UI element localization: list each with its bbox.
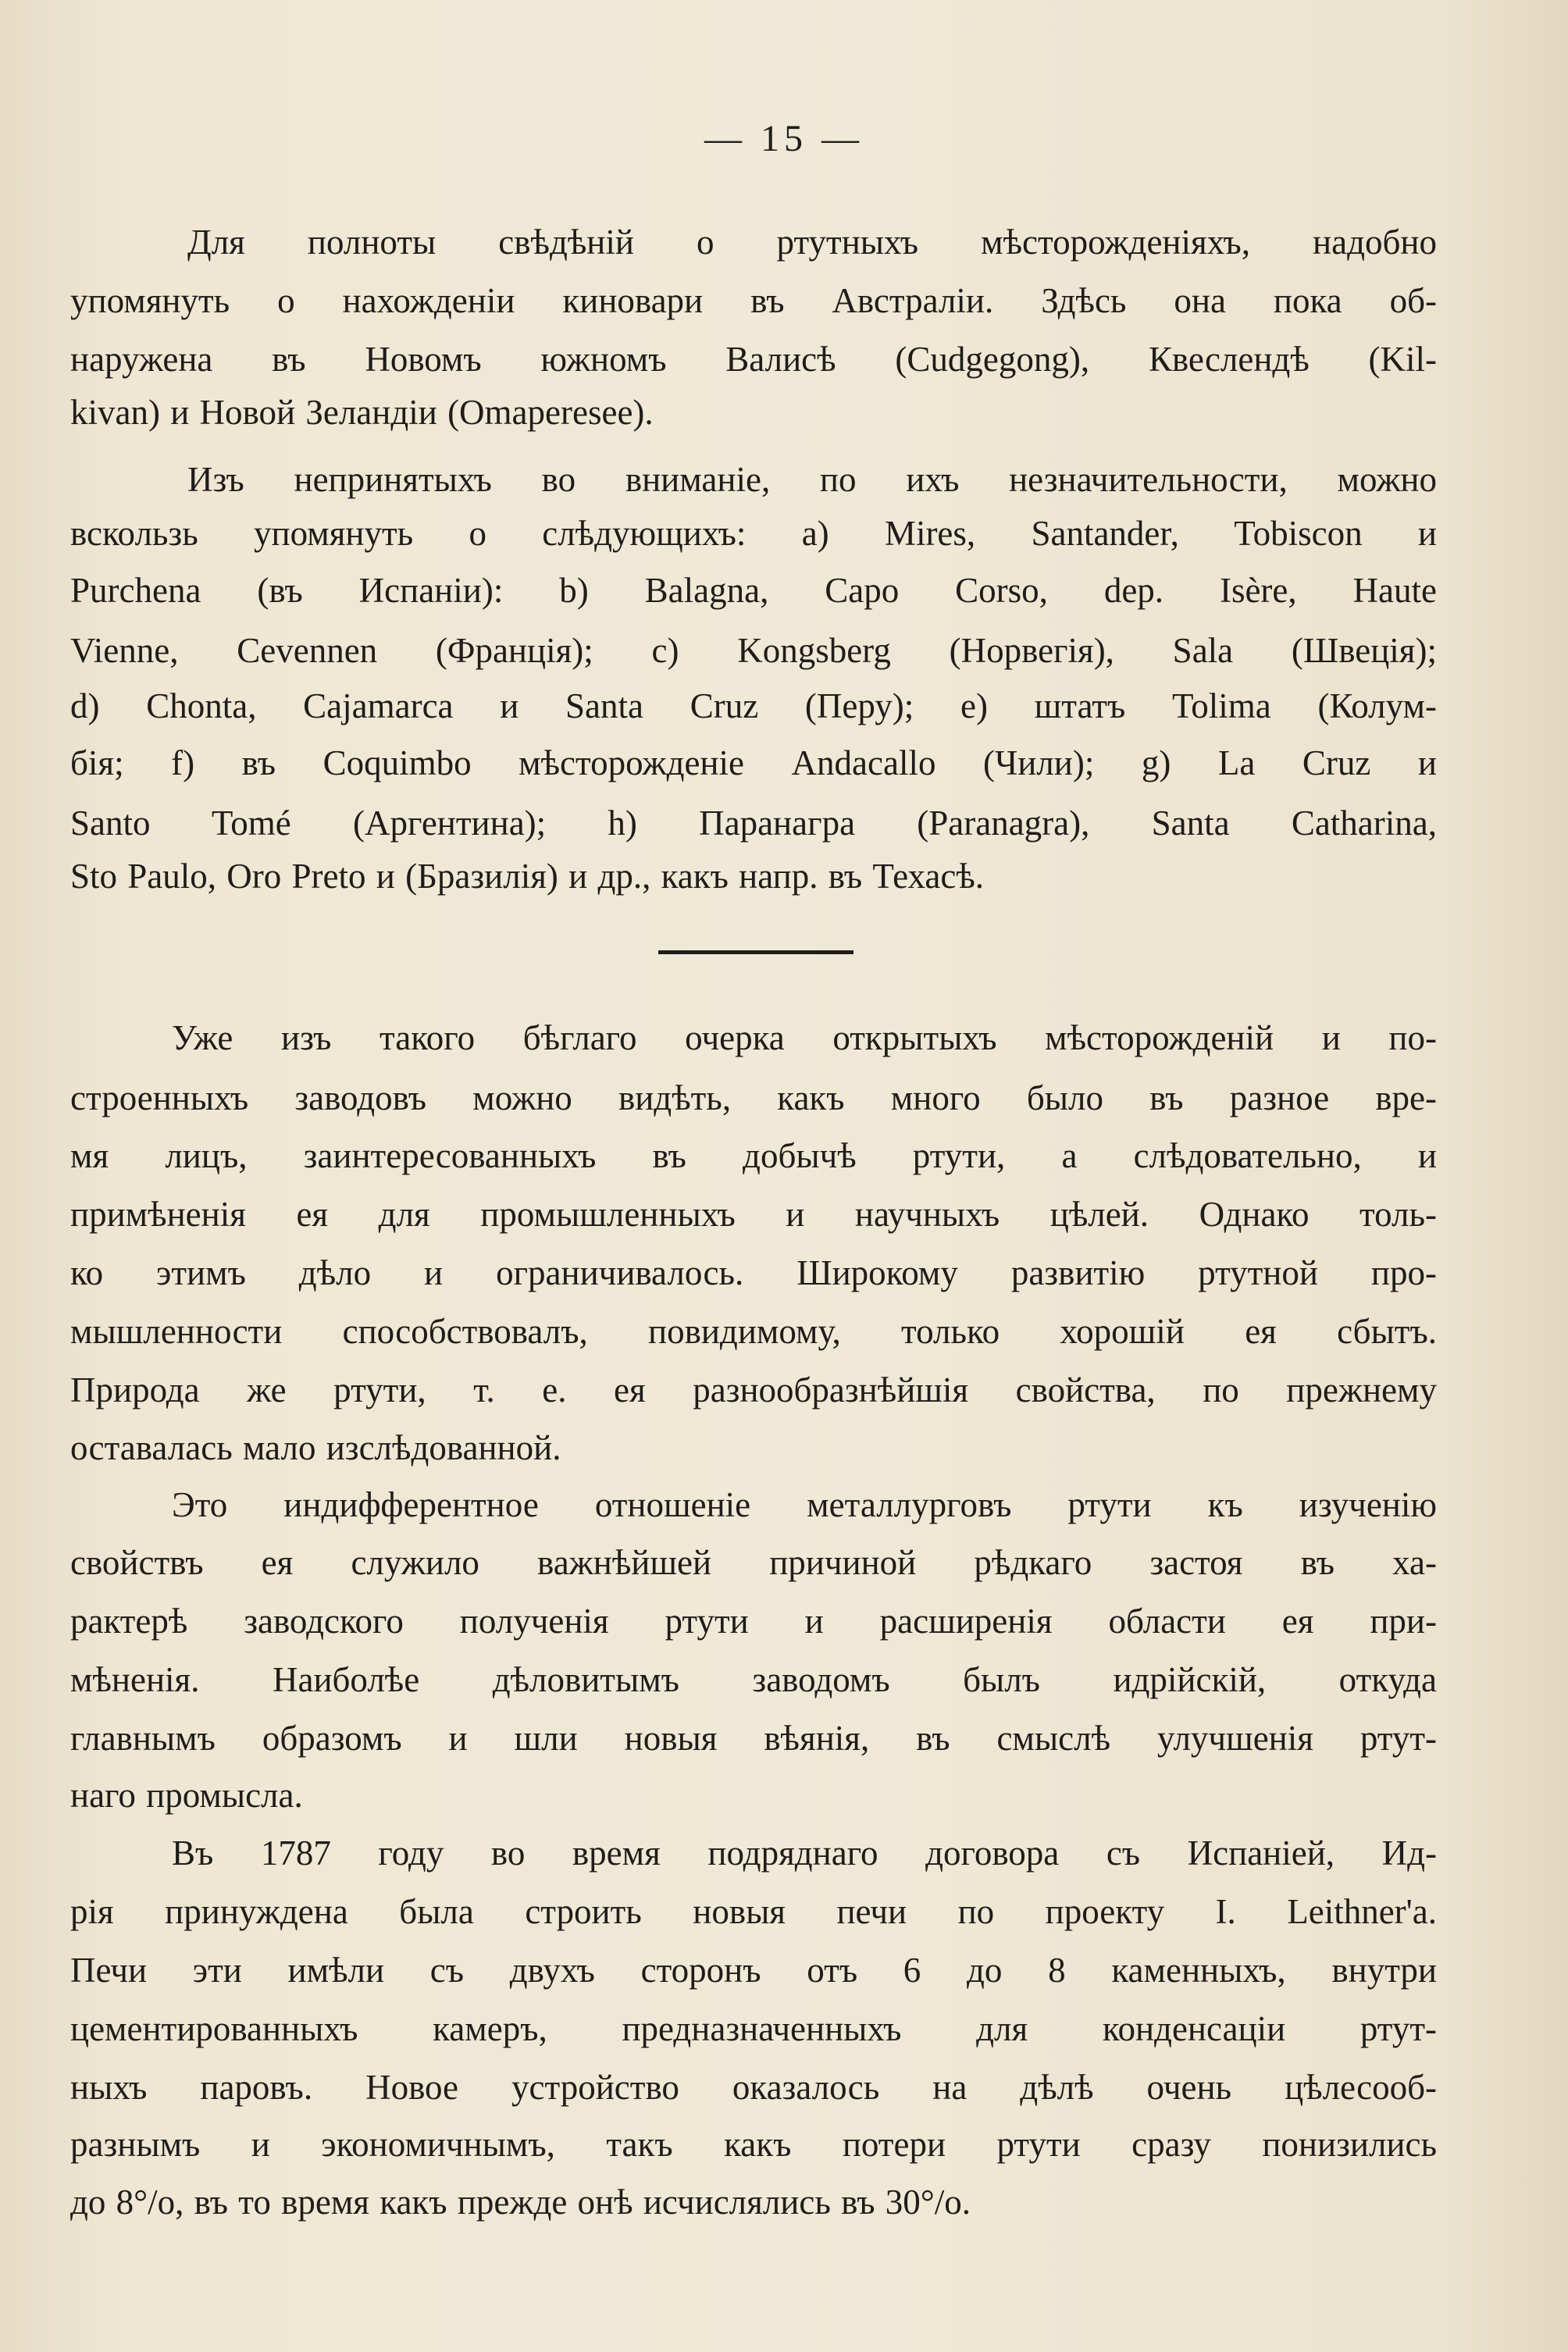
text-line: мышленности способствовалъ, повидимому, только хорошій ея сбытъ.: [70, 1312, 1437, 1351]
text-line: разнымъ и экономичнымъ, такъ какъ потери ртути сразу понизились: [70, 2125, 1437, 2164]
text-line: Природа же ртути, т. е. ея разнообразнѣйшія свойства, по прежнему: [70, 1370, 1437, 1409]
text-line: строенныхъ заводовъ можно видѣть, какъ много было въ разное вре-: [70, 1078, 1437, 1117]
text-line: рактерѣ заводского полученія ртути и расширенія области ея при-: [70, 1602, 1437, 1641]
text-line: наго промысла.: [70, 1776, 303, 1815]
text-line: упомянуть о нахожденіи киновари въ Австраліи. Здѣсь она пока об-: [70, 281, 1437, 320]
text-line: Purchena (въ Испаніи): b) Balagna, Capo Corso, dep. Isère, Haute: [70, 571, 1437, 610]
text-line: бія; f) въ Coquimbo мѣсторожденіе Andacallo (Чили); g) La Cruz и: [70, 743, 1437, 782]
text-line: Santo Tomé (Аргентина); h) Паранагра (Paranagra), Santa Catharina,: [70, 804, 1437, 843]
text-line: Въ 1787 году во время подряднаго договора съ Испаніей, Ид-: [172, 1833, 1437, 1873]
text-line: Печи эти имѣли съ двухъ сторонъ отъ 6 до 8 каменныхъ, внутри: [70, 1951, 1437, 1990]
text-line: наружена въ Новомъ южномъ Валисѣ (Cudgegong), Квеслендѣ (Kil-: [70, 340, 1437, 379]
text-line: свойствъ ея служило важнѣйшей причиной рѣдкаго застоя въ ха-: [70, 1543, 1437, 1582]
text-line: d) Chonta, Cajamarca и Santa Cruz (Перу); e) штатъ Tolima (Колум-: [70, 686, 1437, 725]
text-line: рія принуждена была строить новыя печи по проекту I. Leithner'a.: [70, 1892, 1437, 1931]
text-line: до 8°/о, въ то время какъ прежде онѣ исчислялись въ 30°/о.: [70, 2183, 971, 2222]
text-line: Уже изъ такого бѣглаго очерка открытыхъ мѣсторожденій и по-: [172, 1018, 1437, 1057]
text-line: мя лицъ, заинтересованныхъ въ добычѣ ртути, а слѣдовательно, и: [70, 1136, 1437, 1175]
page-number: — 15 —: [704, 118, 864, 159]
section-separator-rule: [658, 950, 853, 954]
text-line: главнымъ образомъ и шли новыя вѣянія, въ смыслѣ улучшенія ртут-: [70, 1719, 1437, 1758]
text-line: Для полноты свѣдѣній о ртутныхъ мѣсторожденіяхъ, надобно: [187, 223, 1437, 262]
text-line: ко этимъ дѣло и ограничивалось. Широкому развитію ртутной про-: [70, 1253, 1437, 1292]
text-line: цементированныхъ камеръ, предназначенныхъ для конденсаціи ртут-: [70, 2009, 1437, 2048]
text-line: kivan) и Новой Зеландіи (Omaperesee).: [70, 393, 654, 432]
text-line: мѣненія. Наиболѣе дѣловитымъ заводомъ былъ идрійскій, откуда: [70, 1660, 1437, 1699]
text-line: Sto Paulo, Oro Preto и (Бразилія) и др., какъ напр. въ Техасѣ.: [70, 857, 985, 896]
text-line: оставалась мало изслѣдованной.: [70, 1428, 561, 1467]
text-line: Это индифферентное отношеніе металлурговъ ртути къ изученію: [172, 1485, 1437, 1524]
text-line: примѣненія ея для промышленныхъ и научныхъ цѣлей. Однако толь-: [70, 1195, 1437, 1234]
text-line: Изъ непринятыхъ во вниманіе, по ихъ незначительности, можно: [187, 460, 1437, 499]
text-line: вскользь упомянуть о слѣдующихъ: a) Mires, Santander, Tobiscon и: [70, 514, 1437, 553]
text-line: ныхъ паровъ. Новое устройство оказалось на дѣлѣ очень цѣлесооб-: [70, 2068, 1437, 2107]
text-line: Vienne, Cevennen (Франція); c) Kongsberg (Норвегія), Sala (Швеція);: [70, 631, 1437, 670]
